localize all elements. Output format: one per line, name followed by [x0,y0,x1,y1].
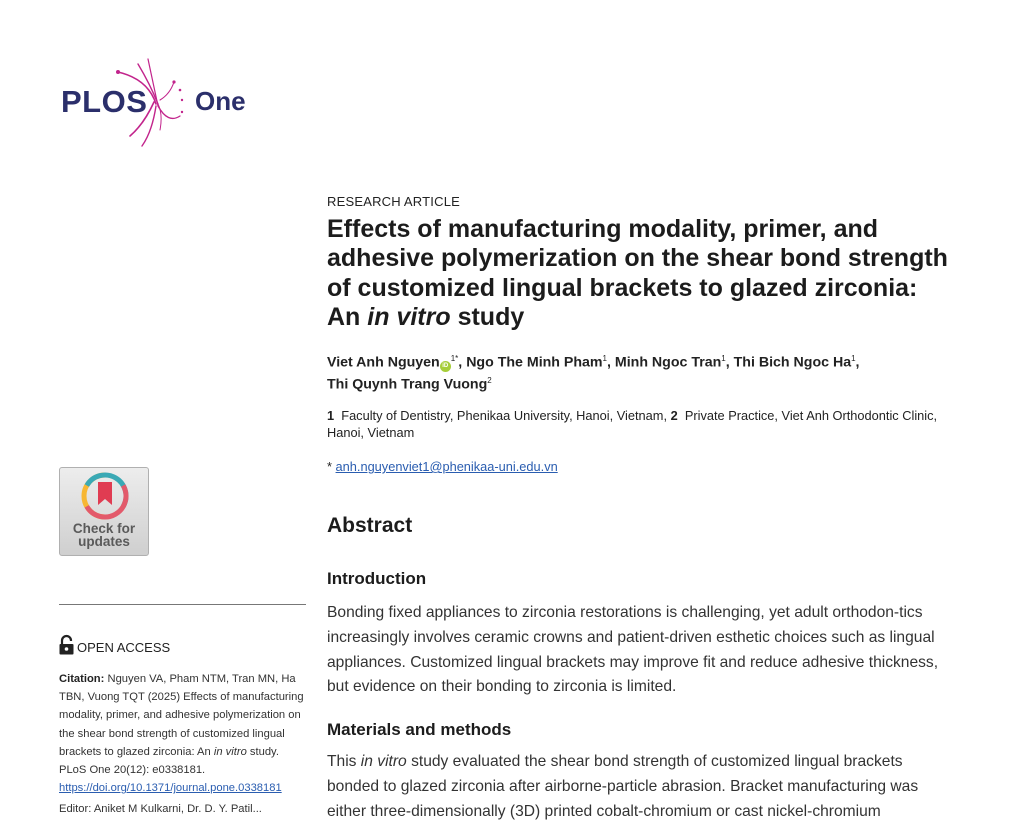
corresponding-email [327,459,952,474]
affiliation-number: 2 [670,408,678,424]
doi-link[interactable]: https://doi.org/10.1371/journal.pone.0338181 [59,782,282,795]
author-list: Viet Anh Nguyen $iD^{1*}$, Ngo The Minh Pham$^1$, Minh Ngoc Tran$^1$, Thi Bich Ngoc Ha$^1$, Thi Quynh Trang Vuong$^2$ [327,353,860,394]
methods-text-1: This [327,753,361,771]
citation-italic: in vitro [213,745,247,758]
citation-text-1: Nguyen VA, Pham NTM, Tran MN, Ha TBN, Vuong TQT (2025) Effects of manufacturing modality, primer, and adhesive polymerization on the shear bond strength of customized lingual brackets to glazed zirconia: An [59,673,304,758]
author-sup: 1 [721,353,726,363]
logo-one-text: One [195,86,246,116]
check-for-updates-label: Check for updates [72,521,136,549]
affiliation-number: 1 [327,408,335,424]
author-name[interactable]: Minh Ngoc Tran [614,354,722,371]
logo-plos-text: PLOS [61,84,148,119]
title-italic: in vitro [367,303,451,332]
plos-one-logo[interactable] [58,54,258,154]
article-title [327,215,952,333]
orcid-icon[interactable]: iD [440,361,451,372]
open-access-text: OPEN ACCESS [77,640,171,655]
email-marker: * [327,459,332,475]
check-for-updates-badge[interactable] [59,467,149,556]
introduction-heading: Introduction [327,569,427,589]
open-lock-icon [59,635,74,658]
abstract-heading: Abstract [327,514,413,538]
author-sup: 1* [450,353,459,363]
introduction-paragraph: Bonding fixed appliances to zirconia restorations is challenging, yet adult orthodon-tics increasingly involves ceramic crowns and patient-driven esthetic choices such as lingual appliances. Customized lingual brackets may improve fit and reduce adhesive thickness, but evidence on their bonding to zirconia is limited. [327,604,939,696]
main-column [327,194,952,825]
author-sup: 1 [851,353,856,363]
title-text: Effects of manufacturing modality, primer, and adhesive polymerization on the shear bond strength of customized lingual brackets to glazed zirconia: An [327,215,948,332]
author-name[interactable]: Thi Bich Ngoc Ha [733,354,852,371]
citation-label: Citation: [59,673,105,685]
crossmark-icon [81,472,129,520]
affiliations [327,408,952,441]
author-name[interactable]: Viet Anh Nguyen [327,354,440,371]
citation-block [59,670,305,797]
editor-line: Editor: Aniket M Kulkarni, Dr. D. Y. Patil... [59,803,262,815]
citation-text-2: study. PLoS One 20(12): e0338181. [59,745,279,777]
email-link[interactable]: anh.nguyenviet1@phenikaa-uni.edu.vn [335,459,558,475]
article-type: RESEARCH ARTICLE [327,194,460,209]
left-divider [59,604,306,605]
methods-italic: in vitro [360,753,407,771]
affiliation-text: Faculty of Dentistry, Phenikaa University, Hanoi, Vietnam, [341,408,667,424]
methods-text-2: study evaluated the shear bond strength of customized lingual brackets bonded to glazed zirconia after airborne-particle abrasion. Bracket manufacturing was either three-dimensionally (3D) printed cobalt-chromium or cast nickel-chromium [327,753,919,820]
methods-paragraph [327,750,952,824]
author-name[interactable]: Ngo The Minh Pham [466,354,603,371]
author-name[interactable]: Thi Quynh Trang Vuong [327,377,488,394]
author-sup: 2 [487,376,492,386]
affiliation-text: Private Practice, Viet Anh Orthodontic Clinic, Hanoi, Vietnam [327,408,938,440]
logo-swirl-icon [108,54,188,154]
title-end: study [450,303,525,332]
methods-heading: Materials and methods [327,720,512,740]
author-sup: 1 [602,353,607,363]
open-access-label [59,635,170,658]
